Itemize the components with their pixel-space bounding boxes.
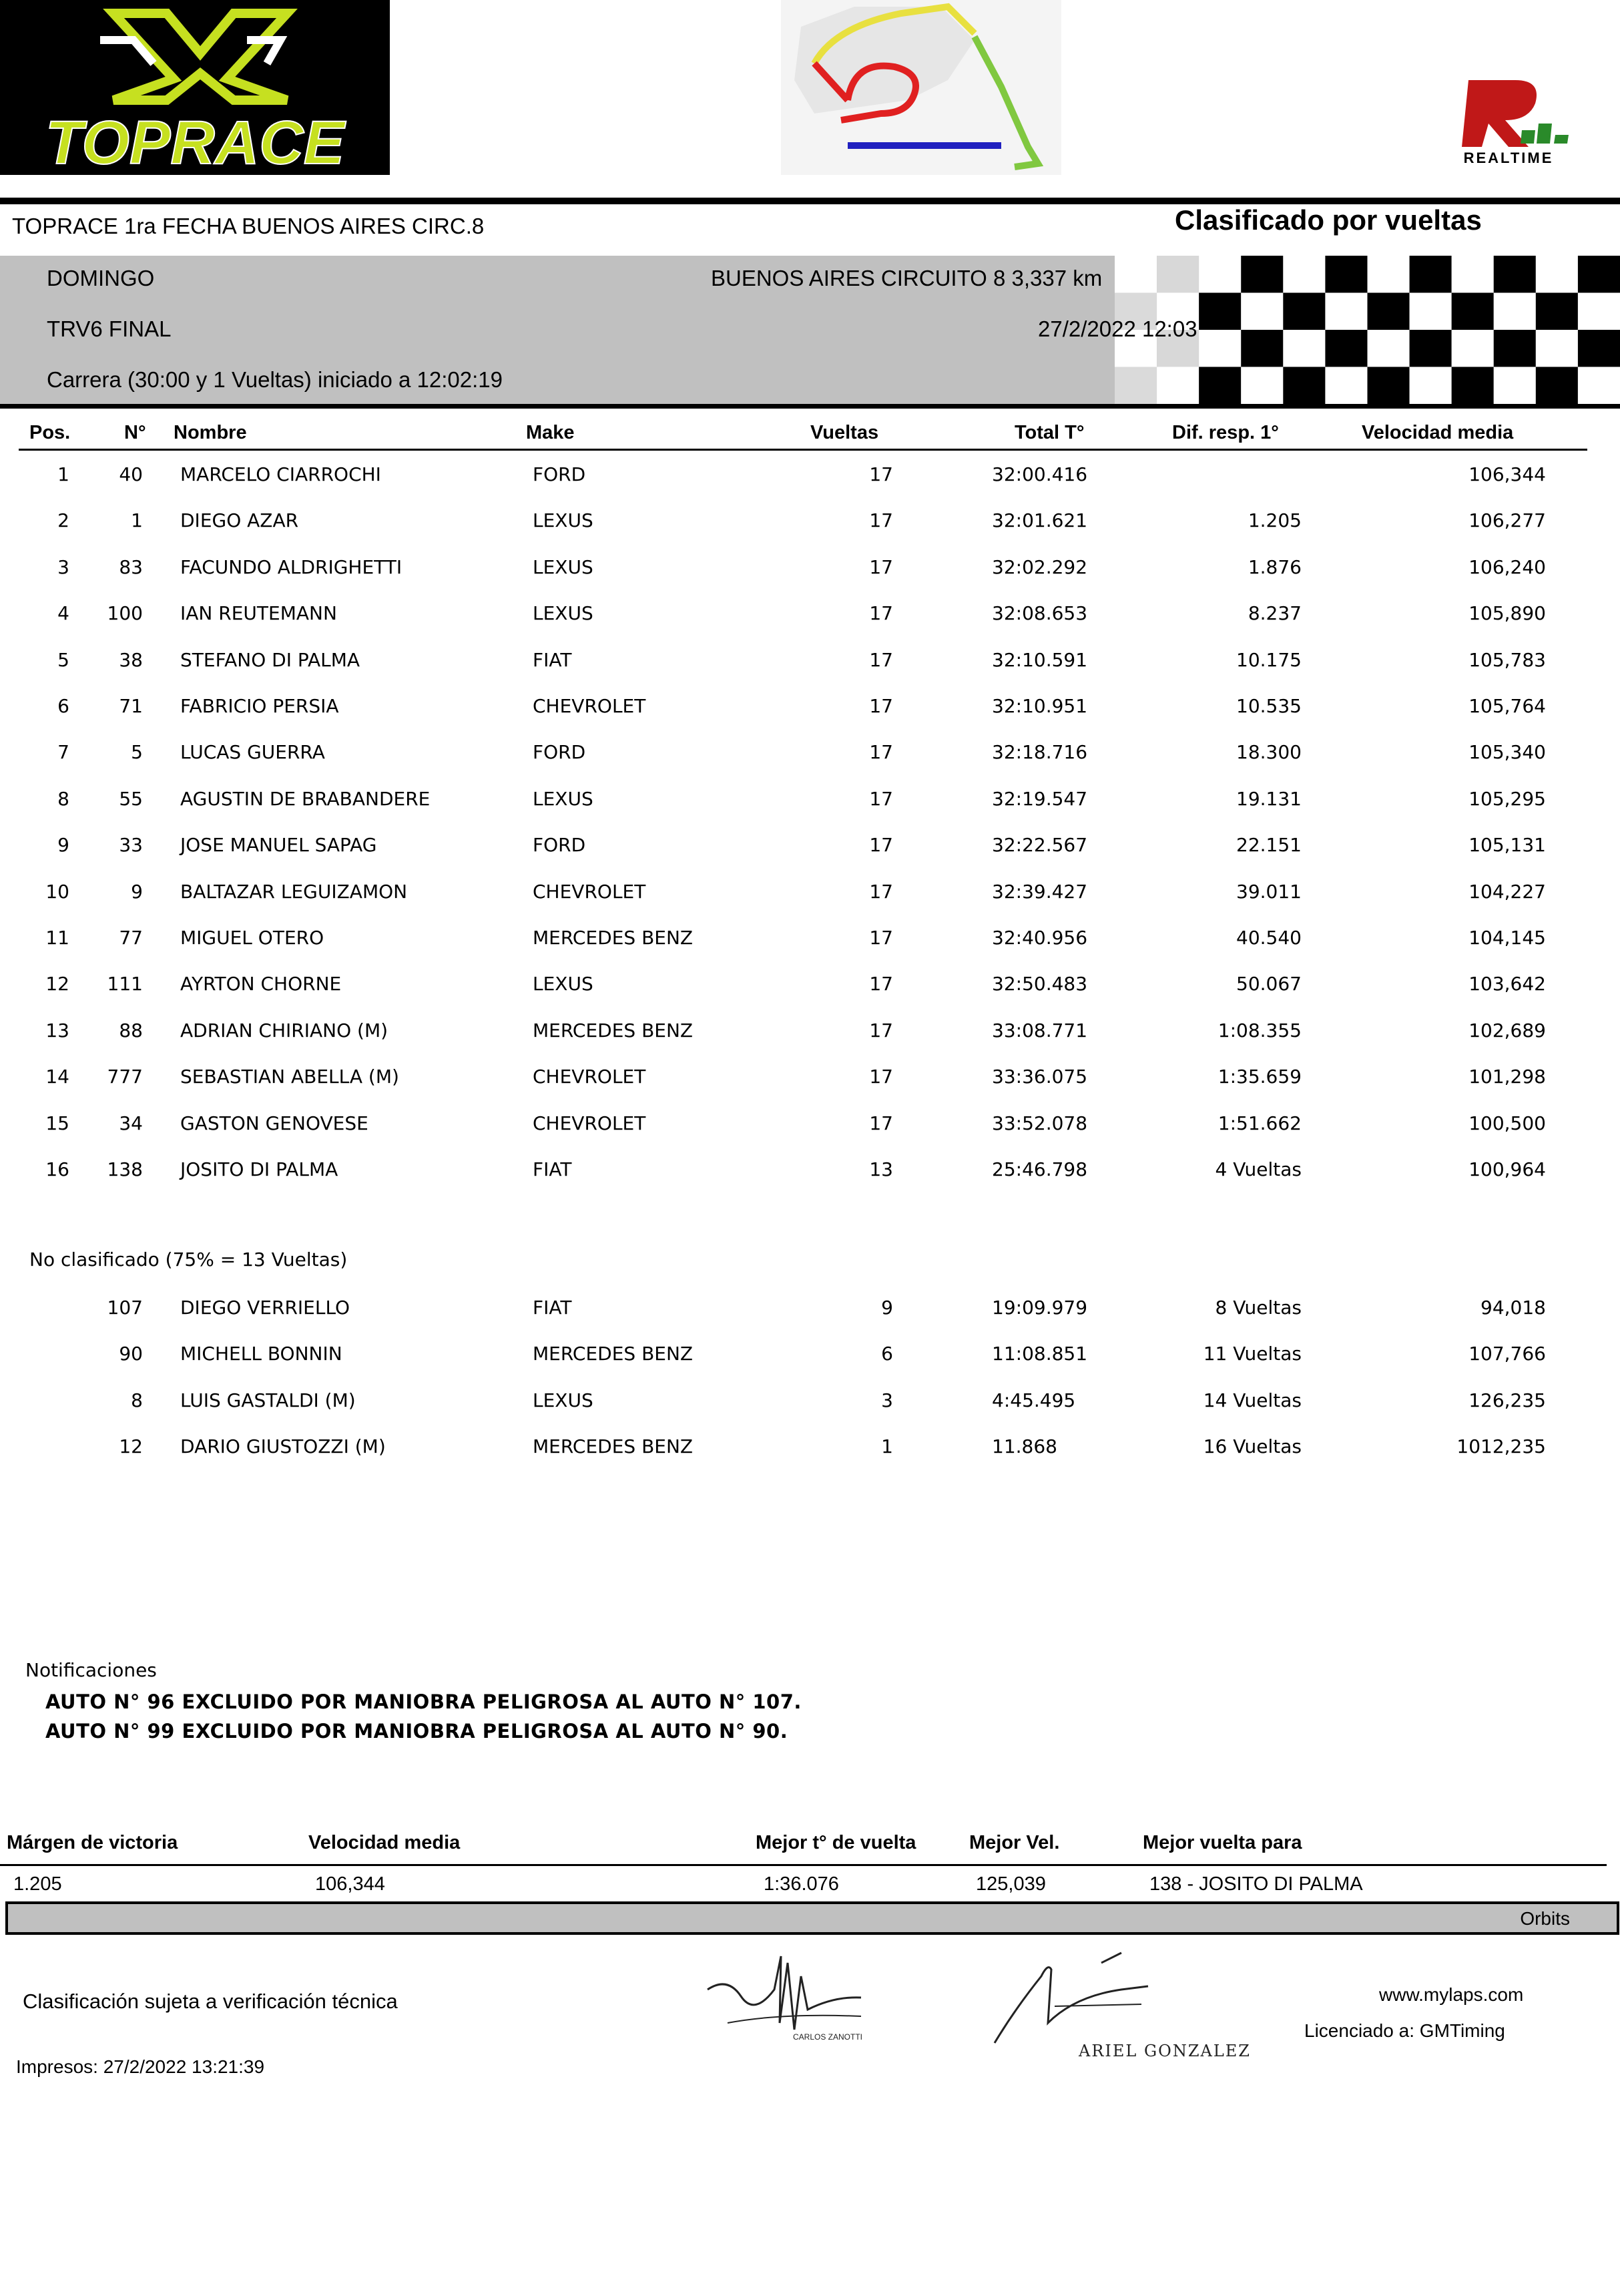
cell-speed: 105,783: [1468, 648, 1546, 671]
checker-square: [1410, 330, 1452, 367]
checker-square: [1199, 367, 1241, 405]
checker-square: [1410, 367, 1452, 405]
table-row: [0, 927, 1620, 973]
cell-speed: 94,018: [1480, 1297, 1546, 1319]
realtime-wordmark: REALTIME: [1463, 150, 1554, 166]
cell-speed: 126,235: [1468, 1389, 1546, 1411]
checker-square: [1494, 256, 1536, 293]
cell-num: 9: [131, 880, 143, 903]
cell-total: 4:45.495: [992, 1389, 1076, 1411]
cell-laps: 17: [869, 973, 893, 995]
cell-num: 107: [107, 1297, 143, 1319]
cell-total: 32:19.547: [992, 787, 1088, 810]
table-row: [0, 602, 1620, 648]
cell-speed: 105,764: [1468, 695, 1546, 717]
cell-gap: 22.151: [1236, 834, 1302, 857]
cell-speed: 103,642: [1468, 973, 1546, 995]
session-name: TRV6 FINAL: [47, 316, 172, 341]
cell-pos: 6: [57, 695, 69, 717]
cell-laps: 17: [869, 695, 893, 717]
cell-speed: 100,964: [1468, 1158, 1546, 1180]
cell-gap: 10.535: [1236, 695, 1302, 717]
cell-pos: 1: [57, 463, 69, 485]
cell-total: 11.868: [992, 1435, 1057, 1458]
cell-num: 33: [119, 834, 143, 857]
table-row: [0, 509, 1620, 555]
col-header-pos: Pos.: [29, 422, 71, 443]
cell-laps: 17: [869, 463, 893, 485]
cell-make: LEXUS: [533, 555, 593, 578]
cell-make: MERCEDES BENZ: [533, 1343, 694, 1365]
cell-laps: 6: [881, 1343, 893, 1365]
license-note: Licenciado a: GMTiming: [1304, 2020, 1505, 2041]
table-row: [0, 1112, 1620, 1158]
cell-gap: 4 Vueltas: [1215, 1158, 1302, 1180]
checker-square: [1536, 256, 1578, 293]
checker-square: [1199, 330, 1241, 367]
cell-speed: 105,890: [1468, 602, 1546, 625]
cell-make: FORD: [533, 463, 586, 485]
checker-square: [1325, 293, 1367, 330]
checker-square: [1410, 293, 1452, 330]
orbits-bar: [5, 1901, 1619, 1935]
cell-speed: 105,340: [1468, 741, 1546, 764]
col-header-speed: Velocidad media: [1362, 422, 1514, 443]
cell-name: IAN REUTEMANN: [180, 602, 337, 625]
checker-square: [1325, 367, 1367, 405]
cell-name: LUCAS GUERRA: [180, 741, 325, 764]
cell-laps: 17: [869, 927, 893, 949]
cell-speed: 102,689: [1468, 1019, 1546, 1042]
summary-header-best-speed: Mejor Vel.: [969, 1832, 1060, 1853]
event-title: TOPRACE 1ra FECHA BUENOS AIRES CIRC.8: [12, 214, 485, 238]
notifications-label: Notificaciones: [25, 1659, 157, 1681]
checker-square: [1368, 367, 1410, 405]
cell-pos: 9: [57, 834, 69, 857]
signature-caption: ARIEL GONZALEZ: [1079, 2042, 1251, 2060]
cell-pos: 8: [57, 787, 69, 810]
realtime-logo: [1442, 73, 1575, 167]
top-rule: [0, 198, 1620, 204]
cell-pos: 16: [45, 1158, 69, 1180]
cell-pos: 2: [57, 509, 69, 532]
checker-square: [1241, 367, 1283, 405]
notification-line: AUTO N° 99 EXCLUIDO POR MANIOBRA PELIGROSA AL AUTO N° 90.: [45, 1720, 788, 1743]
table-row: [0, 1297, 1620, 1343]
cell-name: MICHELL BONNIN: [180, 1343, 342, 1365]
cell-total: 32:08.653: [992, 602, 1088, 625]
signature-caption: CARLOS ZANOTTI: [792, 2032, 863, 2042]
orbits-label: Orbits: [1520, 1908, 1570, 1929]
checker-square: [1494, 367, 1536, 405]
cell-name: AYRTON CHORNE: [180, 973, 342, 995]
cell-num: 100: [107, 602, 143, 625]
table-row: [0, 1019, 1620, 1066]
not-classified-label: No clasificado (75% = 13 Vueltas): [29, 1248, 348, 1271]
race-day: DOMINGO: [47, 266, 155, 290]
cell-total: 32:02.292: [992, 555, 1088, 578]
cell-num: 90: [119, 1343, 143, 1365]
checker-square: [1536, 330, 1578, 367]
circuit-name: BUENOS AIRES CIRCUITO 8 3,337 km: [711, 266, 1103, 290]
cell-total: 32:22.567: [992, 834, 1088, 857]
checker-square: [1241, 256, 1283, 293]
cell-laps: 17: [869, 1112, 893, 1134]
summary-header-best-lap: Mejor t° de vuelta: [756, 1832, 916, 1853]
checker-square: [1199, 256, 1241, 293]
col-header-num: N°: [124, 422, 146, 443]
cell-name: DIEGO VERRIELLO: [180, 1297, 350, 1319]
signature-carlos-zanotti: [701, 1949, 874, 2050]
summary-header-margin: Márgen de victoria: [7, 1832, 178, 1853]
logo-wordmark: TOPRACE: [45, 109, 345, 175]
cell-make: CHEVROLET: [533, 695, 646, 717]
checker-square: [1578, 256, 1620, 293]
checker-square: [1283, 293, 1325, 330]
col-header-make: Make: [526, 422, 575, 443]
checker-square: [1452, 367, 1494, 405]
cell-make: LEXUS: [533, 1389, 593, 1411]
summary-best-speed: 125,039: [976, 1873, 1046, 1895]
cell-speed: 105,295: [1468, 787, 1546, 810]
cell-name: ADRIAN CHIRIANO (M): [180, 1019, 388, 1042]
table-row: [0, 1343, 1620, 1389]
cell-make: MERCEDES BENZ: [533, 1019, 694, 1042]
cell-speed: 106,277: [1468, 509, 1546, 532]
cell-gap: 40.540: [1236, 927, 1302, 949]
cell-total: 32:10.591: [992, 648, 1088, 671]
cell-make: LEXUS: [533, 973, 593, 995]
track-map: [774, 0, 1068, 175]
cell-pos: 12: [45, 973, 69, 995]
signature-ariel-gonzalez: [988, 1949, 1268, 2063]
cell-speed: 105,131: [1468, 834, 1546, 857]
cell-name: AGUSTIN DE BRABANDERE: [180, 787, 431, 810]
checker-square: [1241, 330, 1283, 367]
cell-make: MERCEDES BENZ: [533, 927, 694, 949]
cell-pos: 10: [45, 880, 69, 903]
cell-pos: 4: [57, 602, 69, 625]
cell-make: FORD: [533, 834, 586, 857]
cell-pos: 11: [45, 927, 69, 949]
cell-make: CHEVROLET: [533, 1066, 646, 1088]
cell-pos: 7: [57, 741, 69, 764]
cell-speed: 106,240: [1468, 555, 1546, 578]
table-row: [0, 556, 1620, 602]
header-rule: [19, 449, 1587, 451]
cell-total: 32:18.716: [992, 741, 1088, 764]
cell-pos: 15: [45, 1112, 69, 1134]
cell-num: 12: [119, 1435, 143, 1458]
checker-square: [1578, 367, 1620, 405]
checker-square: [1578, 293, 1620, 330]
cell-name: FABRICIO PERSIA: [180, 695, 339, 717]
cell-make: FIAT: [533, 648, 572, 671]
cell-laps: 17: [869, 509, 893, 532]
cell-laps: 17: [869, 555, 893, 578]
checker-square: [1115, 256, 1157, 293]
col-header-total: Total T°: [1015, 422, 1085, 443]
summary-header-best-lap-by: Mejor vuelta para: [1143, 1832, 1302, 1853]
cell-laps: 17: [869, 787, 893, 810]
cell-name: LUIS GASTALDI (M): [180, 1389, 356, 1411]
checker-square: [1494, 330, 1536, 367]
cell-name: JOSE MANUEL SAPAG: [180, 834, 377, 857]
cell-speed: 1012,235: [1456, 1435, 1546, 1458]
cell-laps: 17: [869, 834, 893, 857]
cell-make: MERCEDES BENZ: [533, 1435, 694, 1458]
table-row: [0, 973, 1620, 1019]
cell-gap: 1:35.659: [1218, 1066, 1302, 1088]
table-row: [0, 649, 1620, 695]
cell-gap: 1.205: [1248, 509, 1302, 532]
cell-make: FORD: [533, 741, 586, 764]
notification-line: AUTO N° 96 EXCLUIDO POR MANIOBRA PELIGROSA AL AUTO N° 107.: [45, 1690, 802, 1713]
cell-make: LEXUS: [533, 602, 593, 625]
cell-name: BALTAZAR LEGUIZAMON: [180, 880, 408, 903]
cell-num: 777: [107, 1066, 143, 1088]
race-description: Carrera (30:00 y 1 Vueltas) iniciado a 12:02:19: [47, 367, 503, 392]
cell-name: MIGUEL OTERO: [180, 927, 324, 949]
cell-total: 32:50.483: [992, 973, 1088, 995]
cell-speed: 107,766: [1468, 1343, 1546, 1365]
cell-laps: 17: [869, 1019, 893, 1042]
cell-total: 33:36.075: [992, 1066, 1088, 1088]
cell-gap: 16 Vueltas: [1203, 1435, 1302, 1458]
col-header-name: Nombre: [174, 422, 247, 443]
cell-pos: 14: [45, 1066, 69, 1088]
cell-gap: 39.011: [1236, 880, 1302, 903]
checker-square: [1199, 293, 1241, 330]
printed-timestamp: Impresos: 27/2/2022 13:21:39: [16, 2056, 265, 2077]
table-row: [0, 1158, 1620, 1204]
cell-total: 32:40.956: [992, 927, 1088, 949]
checker-square: [1452, 293, 1494, 330]
cell-pos: 5: [57, 648, 69, 671]
cell-name: GASTON GENOVESE: [180, 1112, 368, 1134]
cell-num: 40: [119, 463, 143, 485]
cell-total: 19:09.979: [992, 1297, 1088, 1319]
cell-laps: 17: [869, 648, 893, 671]
cell-name: DIEGO AZAR: [180, 509, 299, 532]
summary-speed: 106,344: [315, 1873, 385, 1895]
cell-total: 25:46.798: [992, 1158, 1088, 1180]
checker-square: [1410, 256, 1452, 293]
cell-gap: 1:51.662: [1218, 1112, 1302, 1134]
cell-num: 138: [107, 1158, 143, 1180]
cell-speed: 106,344: [1468, 463, 1546, 485]
cell-num: 55: [119, 787, 143, 810]
cell-num: 38: [119, 648, 143, 671]
table-row: [0, 881, 1620, 927]
checker-square: [1494, 293, 1536, 330]
table-row: [0, 741, 1620, 787]
cell-total: 33:52.078: [992, 1112, 1088, 1134]
summary-header-speed: Velocidad media: [308, 1832, 461, 1853]
table-row: [0, 695, 1620, 741]
checker-square: [1283, 330, 1325, 367]
summary-margin: 1.205: [13, 1873, 62, 1895]
cell-make: FIAT: [533, 1158, 572, 1180]
cell-name: STEFANO DI PALMA: [180, 648, 360, 671]
cell-total: 32:01.621: [992, 509, 1088, 532]
cell-num: 77: [119, 927, 143, 949]
cell-total: 32:00.416: [992, 463, 1088, 485]
table-row: [0, 788, 1620, 834]
cell-laps: 17: [869, 602, 893, 625]
cell-name: FACUNDO ALDRIGHETTI: [180, 555, 402, 578]
table-row: [0, 1389, 1620, 1435]
checker-square: [1536, 367, 1578, 405]
cell-num: 111: [107, 973, 143, 995]
col-header-laps: Vueltas: [810, 422, 879, 443]
cell-name: MARCELO CIARROCHI: [180, 463, 381, 485]
checker-square: [1115, 367, 1157, 405]
table-row: [0, 834, 1620, 880]
cell-gap: 10.175: [1236, 648, 1302, 671]
checker-square: [1283, 256, 1325, 293]
sort-title: Clasificado por vueltas: [1175, 204, 1482, 236]
cell-pos: 13: [45, 1019, 69, 1042]
verification-note: Clasificación sujeta a verificación técnica: [23, 1990, 398, 2013]
cell-gap: 8 Vueltas: [1215, 1297, 1302, 1319]
table-row: [0, 1066, 1620, 1112]
cell-total: 32:10.951: [992, 695, 1088, 717]
cell-gap: 8.237: [1248, 602, 1302, 625]
cell-name: SEBASTIAN ABELLA (M): [180, 1066, 399, 1088]
cell-speed: 104,227: [1468, 880, 1546, 903]
cell-gap: 50.067: [1236, 973, 1302, 995]
checker-square: [1241, 293, 1283, 330]
cell-make: FIAT: [533, 1297, 572, 1319]
cell-gap: 1:08.355: [1218, 1019, 1302, 1042]
cell-num: 71: [119, 695, 143, 717]
cell-laps: 9: [881, 1297, 893, 1319]
cell-name: DARIO GIUSTOZZI (M): [180, 1435, 386, 1458]
cell-laps: 1: [881, 1435, 893, 1458]
cell-pos: 3: [57, 555, 69, 578]
checker-square: [1536, 293, 1578, 330]
checker-square: [1368, 256, 1410, 293]
cell-speed: 104,145: [1468, 927, 1546, 949]
cell-num: 8: [131, 1389, 143, 1411]
checker-square: [1452, 330, 1494, 367]
checker-square: [1283, 367, 1325, 405]
cell-laps: 13: [869, 1158, 893, 1180]
cell-num: 5: [131, 741, 143, 764]
cell-laps: 17: [869, 741, 893, 764]
checker-square: [1325, 330, 1367, 367]
checker-square: [1157, 256, 1199, 293]
cell-make: CHEVROLET: [533, 1112, 646, 1134]
cell-speed: 101,298: [1468, 1066, 1546, 1088]
cell-gap: 11 Vueltas: [1203, 1343, 1302, 1365]
cell-total: 11:08.851: [992, 1343, 1088, 1365]
band-rule: [0, 404, 1620, 409]
summary-best-lap-by: 138 - JOSITO DI PALMA: [1149, 1873, 1363, 1895]
col-header-gap: Dif. resp. 1°: [1172, 422, 1279, 443]
cell-num: 1: [131, 509, 143, 532]
checker-square: [1578, 330, 1620, 367]
cell-laps: 17: [869, 880, 893, 903]
table-row: [0, 1435, 1620, 1481]
cell-num: 83: [119, 555, 143, 578]
cell-make: LEXUS: [533, 787, 593, 810]
cell-make: CHEVROLET: [533, 880, 646, 903]
checker-square: [1368, 293, 1410, 330]
cell-gap: 14 Vueltas: [1203, 1389, 1302, 1411]
checker-square: [1325, 256, 1367, 293]
mylaps-site: www.mylaps.com: [1379, 1984, 1524, 2005]
summary-best-lap: 1:36.076: [764, 1873, 839, 1895]
cell-name: JOSITO DI PALMA: [180, 1158, 338, 1180]
cell-num: 88: [119, 1019, 143, 1042]
cell-gap: 1.876: [1248, 555, 1302, 578]
table-row: [0, 463, 1620, 509]
checker-square: [1368, 330, 1410, 367]
cell-num: 34: [119, 1112, 143, 1134]
cell-laps: 17: [869, 1066, 893, 1088]
checker-square: [1157, 367, 1199, 405]
cell-total: 33:08.771: [992, 1019, 1088, 1042]
cell-speed: 100,500: [1468, 1112, 1546, 1134]
cell-gap: 18.300: [1236, 741, 1302, 764]
session-datetime: 27/2/2022 12:03: [1038, 316, 1197, 341]
cell-make: LEXUS: [533, 509, 593, 532]
checker-square: [1452, 256, 1494, 293]
cell-laps: 3: [881, 1389, 893, 1411]
cell-total: 32:39.427: [992, 880, 1088, 903]
summary-rule: [0, 1864, 1607, 1866]
cell-gap: 19.131: [1236, 787, 1302, 810]
toprace-logo: [0, 0, 390, 175]
